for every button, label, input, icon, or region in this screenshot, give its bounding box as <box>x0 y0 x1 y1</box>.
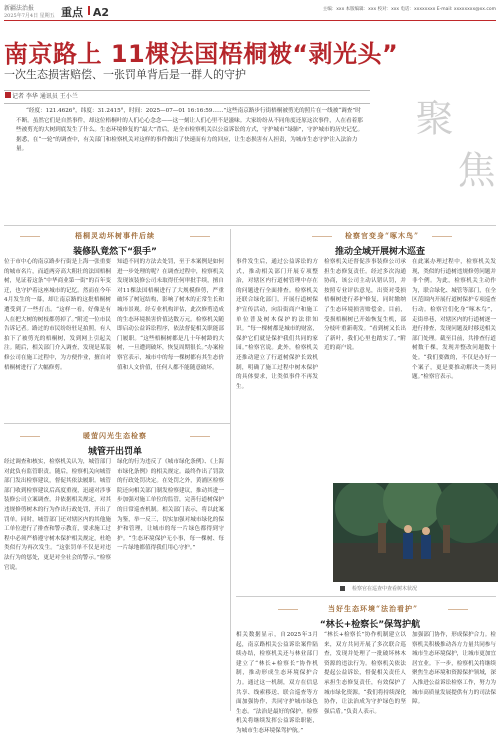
photo-image <box>333 483 498 582</box>
header-divider <box>4 20 496 21</box>
section2-title: 推动全域开展树木巡查 <box>334 247 425 257</box>
section1-title: 装修队竟然下“狠手” <box>73 247 157 257</box>
caption-marker-icon <box>340 586 345 591</box>
section1-kicker: 梧桐灵动坏树事件后续 <box>75 231 155 240</box>
section1-column-2: 知道不同的方法去处罚，至于本案例是如何进一步处理的呢？在调查过程中，检察机关发现该装修公司未取得任何审批手续，擅自对11棵法国梧桐进行了大规模修剪，严重破坏了树冠结构，影响了树木的正常生长和城市景观。经专业机构评估，此次修剪造成的生态环境损害价值达数万元。检察机关随即启动公益诉讼程序，依法督促相关职能部门履职。“这些梧桐树都是几十年树龄的大树，一旦遭到破坏，恢复周期很长。”办案检察官表示，城市中的每一棵树都有其生态价值和人文价值，任何人都不能随意破坏。 <box>117 259 224 371</box>
section2-kicker: 检察官变身“啄木鸟” <box>344 231 420 240</box>
paper-name: 新疆法治报 <box>4 5 35 12</box>
subhead: 一次生态损害赔偿、一张罚单背后是一群人的守护 <box>4 68 246 81</box>
kicker-line <box>432 236 452 237</box>
kicker-line <box>20 236 40 237</box>
photo-caption: 检察官在巡查中查看树木状况 <box>352 586 418 592</box>
section-divider <box>236 596 496 597</box>
kicker-line <box>190 236 210 237</box>
section1-column-1: 位于市中心的南京路步行街是上海一张重要的城市名片，而道两旁高大粗壮的法国梧桐树，见证着这条“中华商业第一街”的百年变迁，也守护着这座城市的记忆。然而在今年4月发生的一幕，却让南京路的这批梧桐树遭受到了一些打击。“这样一看，好像是有人在把大树的树枝都剪掉了。”附近一位市民告诉记者。路过的市民纷纷驻足拍照，有人拍下了被剪光的梧桐树，发到网上引起关注。随后，相关部门介入调查，发现是某装修公司在施工过程中，为方便作业，擅自对梧桐树进行了大幅修剪。 <box>4 259 111 371</box>
section1-column-4: 检察机关还督促涉事装修公司承担生态修复责任。经过多次沟通协商，该公司主动认错认罚，并按照专业评估意见，出资对受损梧桐树进行养护修复，同时缴纳了生态环境损害赔偿金。目前，受损梧桐树已开始恢复生机，部分枝叶重新萌发。“看到树又长出了新叶，我们心里也踏实了。”附近的商户说。 <box>324 259 406 352</box>
headline: 南京路上 11棵法国梧桐被“剥光头” <box>4 40 399 68</box>
editor-info: 主编：xxx 本版编辑：xxx 校对：xxx 电话：xxxxxxxx E-mail: xxxxxxxx@xx.com <box>322 7 496 12</box>
section3-column-1: 经过调查和核实，检察机关认为，城管部门对此负有监管职责。随后，检察机关向城管部门发出检察建议，督促其依法履职。城管部门收到检察建议后高度重视，迅速对涉事装修公司立案调查，并依据相关规定，对其违规修剪树木的行为作出行政处罚，开出了罚单。同时，城管部门还对辖区内的其他施工单位进行了排查和警示教育，要求施工过程中必须严格遵守树木保护相关规定，杜绝类似行为再次发生。“这张罚单不仅是对违法行为的惩处，更是对全社会的警示。”检察官说。 <box>4 459 111 571</box>
bullet-icon <box>5 92 11 98</box>
section4-title: “林长+检察长”保驾护航 <box>319 620 421 630</box>
page-number: A2 <box>92 6 110 19</box>
photo-inspection <box>333 483 498 582</box>
section4-column-3: 加强部门协作，形成保护合力。检察机关积极推动各方力量共同参与城市生态环境保护，让城市更加宜居宜业。下一步，检察机关将继续聚焦生态环境和资源保护领域，深入推进公益诉讼检察工作，努力为城市高质量发展提供有力的司法保障。 <box>412 632 496 706</box>
kicker-line <box>448 609 468 610</box>
kicker-line <box>312 236 332 237</box>
kicker-line <box>278 609 298 610</box>
lead-paragraph: “经度：121.4626°，纬度：31.2415°，时间：2025—07—01 16:16:59……”这些南京路步行街梧桐被剪光的照片在一线被“调查”时不断。虽然它们是自然事件，却这位梧桐叶的人们心心念念——这一刻让人们心里不是滋味。大家纷纷从不同角度还原这次事件，人在看着那些被剪光的大树到底发生了什么。生态环境修复的“最大”背后，是全市检察机关以公益诉讼的方式，守护城市“绿肺”，守护城市的历史记忆。据悉，在“一轮”的调查中，有关部门和检察机关对这样的事件做出了快速而有力的回应，让生态损害有人担责，为城市生态守护注入法治力量。 <box>16 108 364 153</box>
section-divider <box>4 225 496 226</box>
byline: 记者 李华 通讯员 王小兰 <box>12 93 78 100</box>
section3-kicker: 暖萤闪光生态检察 <box>83 431 147 440</box>
issue-date: 2025年7月4日 星期五 <box>4 13 55 19</box>
column-divider <box>230 229 231 711</box>
kicker-line <box>20 436 40 437</box>
section3-title: 城管开出罚单 <box>87 447 142 457</box>
decorative-character-1: 聚 <box>409 98 453 136</box>
section4-kicker: 当好生态环境“法治看护” <box>327 604 419 613</box>
decorative-character-2: 焦 <box>451 150 495 188</box>
section4-column-2: “林长+检察长”协作机制建立以来，双方共同开展了多次联合巡查，发现并处理了一批破坏林木资源的违法行为。检察机关依法提起公益诉讼，督促相关责任人承担生态修复责任，有效保护了城市绿化资源。“我们将持续深化协作，让法治成为守护绿色的坚强后盾。”负责人表示。 <box>324 632 406 715</box>
section-label: 重点 <box>61 6 83 19</box>
section-name <box>61 4 109 20</box>
section4-column-1: 相关数据显示，自2025年3月起，南京路相关公益诉讼案件陆续办结，检察机关还与林业部门建立了“林长+检察长”协作机制，推动形成生态环境保护合力。通过这一机制，双方在信息共享、线索移送、联合巡查等方面加强协作，共同守护城市绿色生态。“法治是最好的保护，检察机关将继续发挥公益诉讼职能，为城市生态环境保驾护航。” <box>236 632 318 734</box>
section1-column-3: 事件发生后，通过公益诉讼的方式，推动相关部门开展专项整治，对辖区内行道树管理中存在的问题进行全面排查。检察机关还联合绿化部门，开展行道树保护宣传活动，向沿街商户和施工单位普及树木保护的法律知识。“每一棵树都是城市的财富，保护它们就是保护我们共同的家园。”检察官说。此外，检察机关还推动建立了行道树保护长效机制，明确了施工过程中树木保护的具体要求，让类似事件不再发生。 <box>236 259 318 390</box>
section3-column-2: 绿化的行为违反了《城市绿化条例》、《上海市绿化条例》的相关规定。最终作出了罚款的行政处罚决定。在处罚之外，黄浦区检察院还向相关部门制发检察建议，推动其进一步加强对施工单位的监管，完善行道树保护的日常巡查机制。相关部门表示，将以此案为鉴，举一反三，切实加强对城市绿化的保护和管理，让城市的每一片绿色都得到守护。“生态环境保护无小事，每一棵树、每一片绿地都值得我们用心守护。” <box>117 459 224 552</box>
kicker-line <box>190 436 210 437</box>
section2-column: 在此案办理过程中，检察机关发现，类似的行道树违规修剪问题并非个例。为此，检察机关主动作为，联合绿化、城管等部门，在全区范围内开展行道树保护专项巡查行动。检察官们化身“啄木鸟”，走街串巷，对辖区内的行道树逐一进行排查，发现问题及时移送相关部门处理。截至目前，共排查行道树数千棵，发现并整改问题数十处。“我们要做的，不仅是办好一个案子，更是要推动解决一类问题。”检察官表示。 <box>412 259 496 381</box>
section-divider <box>4 423 230 424</box>
